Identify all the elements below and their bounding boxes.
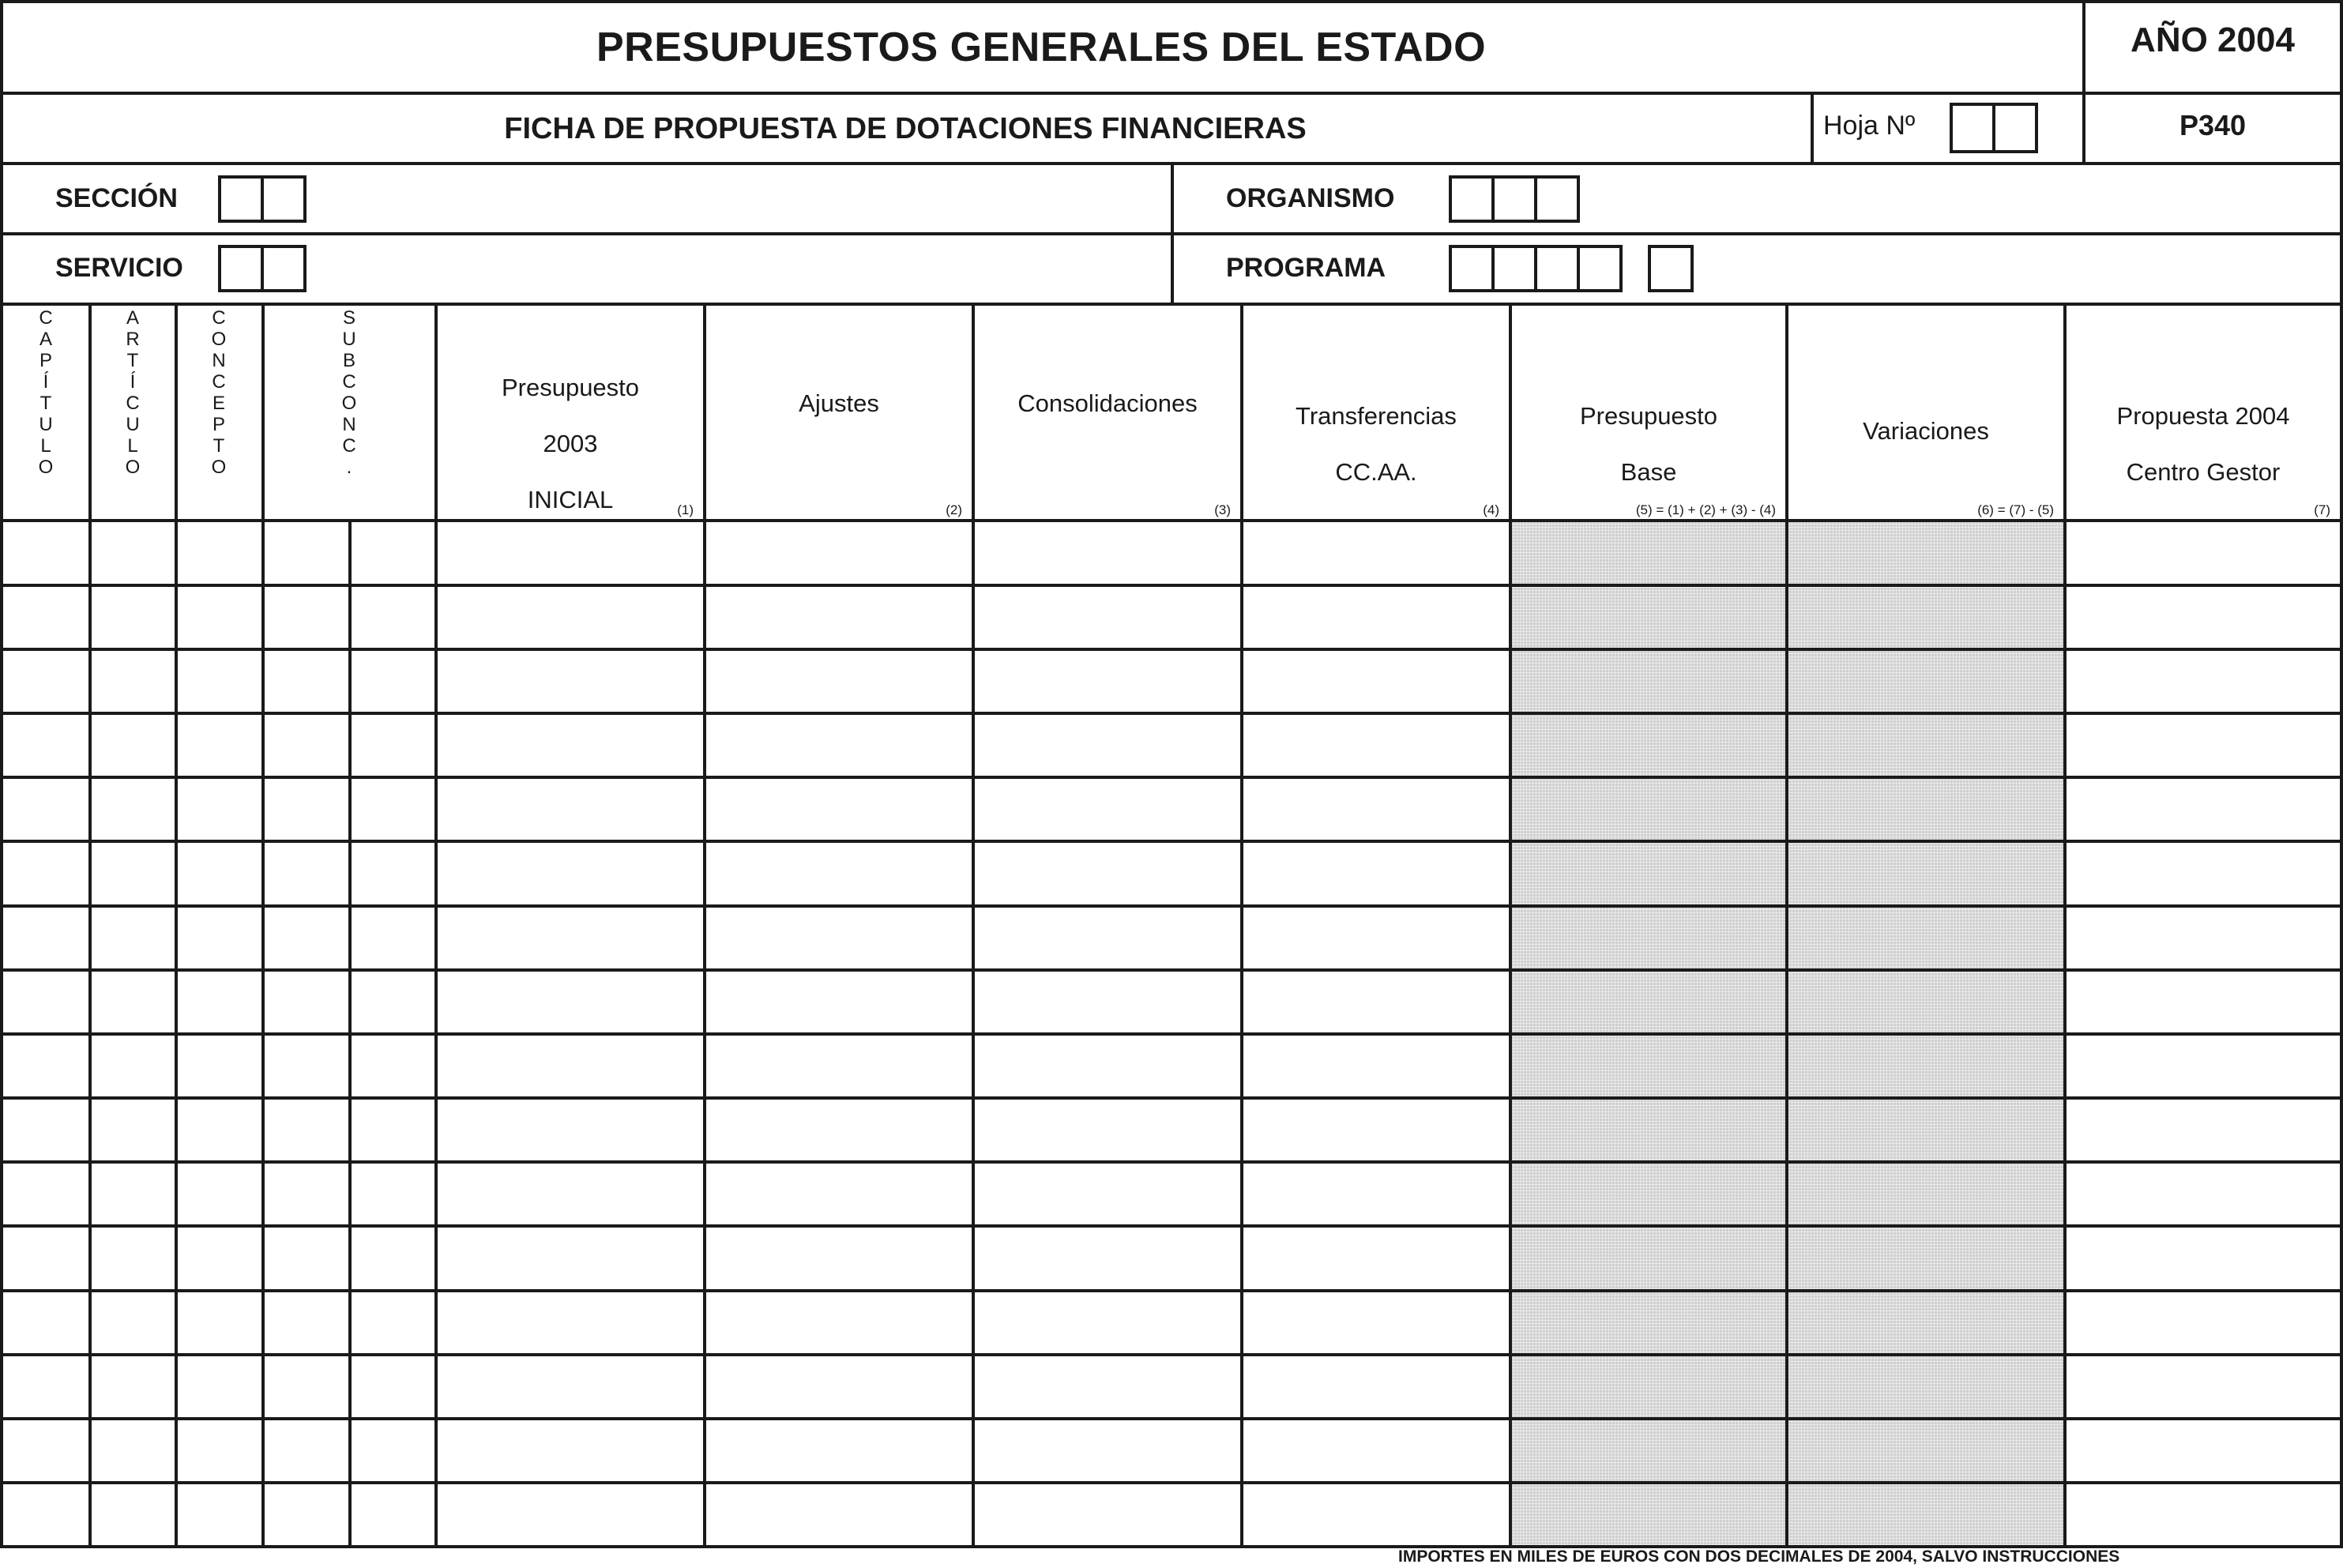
col-sep-concepto [175, 303, 178, 1548]
transferencias-number: (4) [1483, 502, 1499, 517]
row-line-14 [0, 1417, 2343, 1420]
row-line-2 [0, 648, 2343, 651]
row-line-13 [0, 1353, 2343, 1356]
programa-label: PROGRAMA [1226, 253, 1386, 283]
servicio-box-1[interactable] [218, 245, 264, 292]
hoja-label: Hoja Nº [1823, 111, 1916, 141]
programa-box-3[interactable] [1534, 245, 1580, 292]
border-top [0, 0, 2343, 3]
row-line-7 [0, 968, 2343, 972]
capitulo-header: C A P Í T U L O [38, 307, 54, 478]
row-line-8 [0, 1032, 2343, 1036]
row-line-9 [0, 1096, 2343, 1100]
programa-box-1[interactable] [1449, 245, 1495, 292]
ajustes-header: Ajustes [799, 389, 879, 417]
organismo-box-1[interactable] [1449, 175, 1495, 223]
seccion-box-2[interactable] [261, 175, 307, 223]
organismo-label: ORGANISMO [1226, 183, 1395, 213]
form-title: PRESUPUESTOS GENERALES DEL ESTADO [596, 24, 1487, 70]
presupuesto-base-number: (5) = (1) + (2) + (3) - (4) [1635, 502, 1776, 517]
programa-box-2[interactable] [1491, 245, 1537, 292]
col-sep-articulo [88, 303, 92, 1548]
seccion-box-1[interactable] [218, 175, 264, 223]
propuesta-number: (7) [2314, 502, 2330, 517]
programa-box-5[interactable] [1648, 245, 1694, 292]
variaciones-number: (6) = (7) - (5) [1977, 502, 2054, 517]
footer-note: IMPORTES EN MILES DE EUROS CON DOS DECIMALES DE 2004, SALVO INSTRUCCIONES [1398, 1547, 2120, 1566]
hoja-box-1[interactable] [1950, 103, 1995, 153]
row-line-10 [0, 1160, 2343, 1164]
programa-box-4[interactable] [1577, 245, 1623, 292]
presupuesto-2003-header: Presupuesto 2003 INICIAL [501, 374, 640, 513]
col-sep-variaciones [1785, 303, 1788, 1548]
row-line-6 [0, 904, 2343, 908]
articulo-header: A R T Í C U L O [125, 307, 141, 478]
row-line-15 [0, 1481, 2343, 1484]
row-line-4 [0, 776, 2343, 779]
organismo-box-2[interactable] [1491, 175, 1537, 223]
divider-organismo [1171, 162, 1174, 304]
servicio-box-2[interactable] [261, 245, 307, 292]
subconc-header: S U B C O N C . [341, 307, 357, 478]
organismo-box-3[interactable] [1534, 175, 1580, 223]
form-subtitle: FICHA DE PROPUESTA DE DOTACIONES FINANCIERAS [504, 112, 1307, 145]
row-line-12 [0, 1289, 2343, 1292]
form-code: P340 [2179, 109, 2247, 141]
row-line-11 [0, 1224, 2343, 1228]
consolidaciones-number: (3) [1214, 502, 1231, 517]
ajustes-number: (2) [946, 502, 962, 517]
form-year: AÑO 2004 [2131, 21, 2295, 59]
hoja-box-2[interactable] [1992, 103, 2038, 153]
transferencias-header: Transferencias CC.AA. [1296, 402, 1457, 486]
concepto-header: C O N C E P T O [211, 307, 227, 478]
col-sep-subconc [261, 303, 265, 1548]
col-sep-consolidaciones [972, 303, 975, 1548]
row-line-1 [0, 584, 2343, 587]
border-right [2340, 0, 2343, 1548]
consolidaciones-header: Consolidaciones [1017, 389, 1198, 417]
divider-title [0, 92, 2343, 95]
row-line-3 [0, 712, 2343, 715]
propuesta-header: Propuesta 2004 Centro Gestor [2116, 402, 2290, 486]
variaciones-header: Variaciones [1863, 417, 1989, 445]
divider-hoja [1811, 92, 1814, 164]
row-line-5 [0, 840, 2343, 843]
presupuesto-2003-number: (1) [677, 502, 694, 517]
col-sep-ajustes [703, 303, 706, 1548]
border-left [0, 0, 3, 1548]
seccion-label: SECCIÓN [55, 183, 178, 213]
presupuesto-base-header: Presupuesto Base [1579, 402, 1718, 486]
servicio-label: SERVICIO [55, 253, 183, 283]
